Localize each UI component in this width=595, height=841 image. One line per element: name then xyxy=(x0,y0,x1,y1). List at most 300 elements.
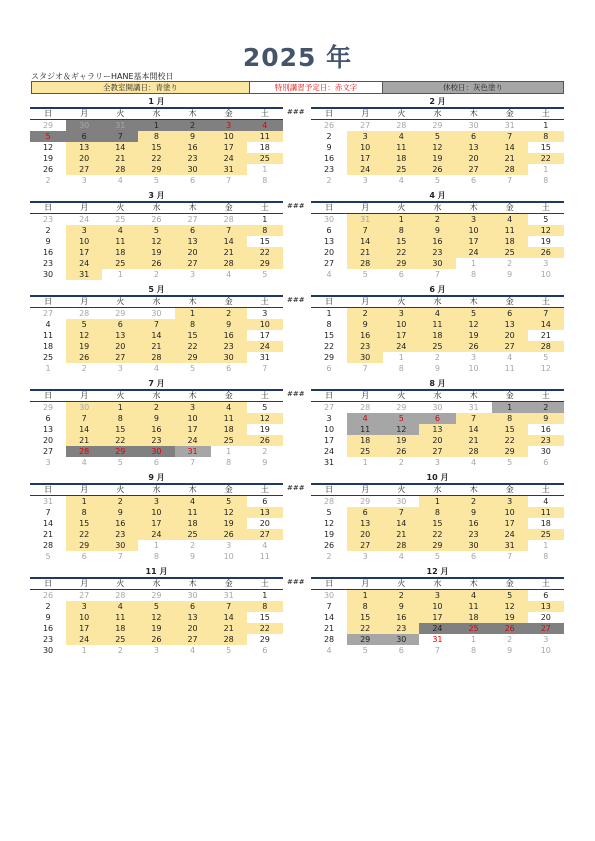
page-title: 2025 年 xyxy=(242,43,353,72)
day-cell: 25 xyxy=(102,258,138,269)
week-row xyxy=(311,612,564,623)
day-cell: 11 xyxy=(456,601,492,612)
day-cell: 7 xyxy=(456,413,492,424)
weekday-header xyxy=(30,203,283,214)
day-cell: 20 xyxy=(419,435,455,446)
weekday-label: 金 xyxy=(224,203,233,212)
day-cell: 9 xyxy=(175,131,211,142)
week-row xyxy=(30,236,283,247)
day-cell: 14 xyxy=(492,142,528,153)
day-cell: 5 xyxy=(362,270,368,279)
day-cell: 28 xyxy=(223,215,234,224)
week-row xyxy=(311,120,564,131)
day-cell: 23 xyxy=(419,247,455,258)
day-cell: 27 xyxy=(187,215,198,224)
day-cell: 29 xyxy=(419,540,455,551)
weekday-label: 金 xyxy=(224,485,233,494)
day-cell: 15 xyxy=(66,518,102,529)
day-cell: 31 xyxy=(66,269,102,280)
week-row xyxy=(30,645,283,656)
week-row xyxy=(30,341,283,352)
month-calendar xyxy=(311,97,564,186)
day-cell: 4 xyxy=(102,225,138,236)
day-cell: 5 xyxy=(190,364,196,373)
week-row xyxy=(311,645,564,656)
weekday-label: 日 xyxy=(325,391,334,400)
day-cell: 6 xyxy=(398,270,404,279)
day-cell: 30 xyxy=(138,446,174,457)
day-cell: 25 xyxy=(347,446,383,457)
day-cell: 13 xyxy=(347,518,383,529)
weekday-label: 日 xyxy=(44,485,53,494)
weekday-label: 月 xyxy=(361,579,370,588)
weekday-label: 月 xyxy=(80,109,89,118)
day-cell: 18 xyxy=(175,518,211,529)
day-cell: 20 xyxy=(175,623,211,634)
day-cell: 16 xyxy=(42,624,54,633)
week-row xyxy=(30,446,283,457)
day-cell: 2 xyxy=(398,458,404,467)
day-cell: 30 xyxy=(66,120,102,131)
day-cell: 3 xyxy=(347,131,383,142)
weekday-label: 火 xyxy=(116,297,125,306)
day-cell: 6 xyxy=(456,131,492,142)
day-cell: 8 xyxy=(326,320,332,329)
day-cell: 3 xyxy=(543,635,549,644)
day-cell: 18 xyxy=(419,330,455,341)
weekday-label: 月 xyxy=(361,391,370,400)
day-cell: 6 xyxy=(81,552,87,561)
day-cell: 27 xyxy=(360,121,371,130)
day-cell: 31 xyxy=(492,540,528,551)
day-cell: 6 xyxy=(262,646,268,655)
day-cell: 3 xyxy=(362,552,368,561)
day-cell: 14 xyxy=(323,613,335,622)
weekday-header xyxy=(311,391,564,402)
day-cell: 5 xyxy=(456,308,492,319)
day-cell: 3 xyxy=(66,225,102,236)
day-cell: 8 xyxy=(528,131,564,142)
day-cell: 10 xyxy=(540,646,551,655)
weekday-label: 金 xyxy=(224,297,233,306)
day-cell: 5 xyxy=(45,552,51,561)
day-cell: 5 xyxy=(138,225,174,236)
month-title: 8 月 xyxy=(311,379,564,391)
day-cell: 3 xyxy=(138,496,174,507)
day-cell: 5 xyxy=(362,646,368,655)
day-cell: 10 xyxy=(211,131,247,142)
weekday-label: 水 xyxy=(152,109,161,118)
weekday-header xyxy=(311,485,564,496)
month-title: 12 月 xyxy=(311,567,564,579)
day-cell: 3 xyxy=(492,496,528,507)
day-cell: 17 xyxy=(383,330,419,341)
overflow-hash-mark: ### xyxy=(287,578,305,586)
day-cell: 3 xyxy=(175,402,211,413)
day-cell: 14 xyxy=(138,330,174,341)
week-row xyxy=(311,446,564,457)
weekday-label: 火 xyxy=(116,485,125,494)
day-cell: 6 xyxy=(419,413,455,424)
day-cell: 30 xyxy=(419,258,455,269)
day-cell: 6 xyxy=(190,176,196,185)
day-cell: 6 xyxy=(347,507,383,518)
weekday-header xyxy=(311,297,564,308)
day-cell: 4 xyxy=(247,120,283,131)
day-cell: 14 xyxy=(456,424,492,435)
day-cell: 22 xyxy=(347,623,383,634)
day-cell: 31 xyxy=(175,446,211,457)
day-cell: 22 xyxy=(383,247,419,258)
month-title: 9 月 xyxy=(30,473,283,485)
day-cell: 28 xyxy=(492,164,528,175)
day-cell: 11 xyxy=(175,507,211,518)
day-cell: 16 xyxy=(383,612,419,623)
weekday-label: 日 xyxy=(325,203,334,212)
weekday-label: 月 xyxy=(361,297,370,306)
week-row xyxy=(311,225,564,236)
day-cell: 10 xyxy=(419,601,455,612)
day-cell: 2 xyxy=(347,308,383,319)
day-cell: 2 xyxy=(383,590,419,601)
day-cell: 2 xyxy=(419,214,455,225)
day-cell: 26 xyxy=(492,623,528,634)
month-calendar xyxy=(311,285,564,374)
day-cell: 4 xyxy=(153,364,159,373)
day-cell: 25 xyxy=(419,341,455,352)
day-cell: 6 xyxy=(262,497,268,506)
day-cell: 5 xyxy=(326,508,332,517)
day-cell: 9 xyxy=(347,319,383,330)
day-cell: 18 xyxy=(492,236,528,247)
day-cell: 29 xyxy=(115,309,126,318)
day-cell: 13 xyxy=(323,237,335,246)
day-cell: 9 xyxy=(507,270,513,279)
day-cell: 9 xyxy=(419,225,455,236)
day-cell: 28 xyxy=(383,540,419,551)
day-cell: 25 xyxy=(383,164,419,175)
week-row xyxy=(30,612,283,623)
week-row xyxy=(311,518,564,529)
weekday-label: 金 xyxy=(505,297,514,306)
day-cell: 12 xyxy=(419,142,455,153)
day-cell: 28 xyxy=(211,258,247,269)
day-cell: 20 xyxy=(42,436,54,445)
weekday-header xyxy=(30,485,283,496)
day-cell: 5 xyxy=(153,176,159,185)
legend-special-days: 特別講習予定日：赤文字 xyxy=(250,82,383,93)
day-cell: 12 xyxy=(528,225,564,236)
day-cell: 9 xyxy=(434,364,440,373)
week-row xyxy=(311,341,564,352)
day-cell: 6 xyxy=(153,458,159,467)
week-row xyxy=(311,540,564,551)
day-cell: 3 xyxy=(45,458,51,467)
weekday-label: 土 xyxy=(260,485,269,494)
day-cell: 11 xyxy=(492,225,528,236)
day-cell: 24 xyxy=(419,623,455,634)
day-cell: 27 xyxy=(79,591,90,600)
day-cell: 9 xyxy=(507,646,513,655)
weekday-label: 月 xyxy=(80,391,89,400)
day-cell: 30 xyxy=(347,352,383,363)
weekday-label: 日 xyxy=(325,109,334,118)
day-cell: 13 xyxy=(456,142,492,153)
day-cell: 20 xyxy=(456,153,492,164)
day-cell: 8 xyxy=(226,458,232,467)
week-row xyxy=(311,319,564,330)
week-row xyxy=(30,214,283,225)
day-cell: 4 xyxy=(398,552,404,561)
week-row xyxy=(311,601,564,612)
day-cell: 12 xyxy=(323,519,335,528)
week-row xyxy=(311,634,564,645)
day-cell: 4 xyxy=(117,176,123,185)
day-cell: 5 xyxy=(383,413,419,424)
day-cell: 24 xyxy=(66,258,102,269)
day-cell: 9 xyxy=(45,237,51,246)
day-cell: 30 xyxy=(396,497,407,506)
day-cell: 17 xyxy=(419,612,455,623)
day-cell: 22 xyxy=(528,153,564,164)
day-cell: 8 xyxy=(398,364,404,373)
week-row xyxy=(30,496,283,507)
week-row xyxy=(311,247,564,258)
week-row xyxy=(311,258,564,269)
weekday-label: 日 xyxy=(44,391,53,400)
week-row xyxy=(311,153,564,164)
day-cell: 28 xyxy=(211,634,247,645)
day-cell: 10 xyxy=(66,612,102,623)
weekday-label: 火 xyxy=(397,579,406,588)
day-cell: 24 xyxy=(247,341,283,352)
week-row xyxy=(30,551,283,562)
day-cell: 5 xyxy=(138,601,174,612)
week-row xyxy=(30,258,283,269)
day-cell: 20 xyxy=(347,529,383,540)
day-cell: 21 xyxy=(456,435,492,446)
day-cell: 1 xyxy=(398,353,404,362)
weekday-label: 木 xyxy=(188,109,197,118)
day-cell: 14 xyxy=(102,142,138,153)
month-title: 3 月 xyxy=(30,191,283,203)
day-cell: 1 xyxy=(419,496,455,507)
day-cell: 26 xyxy=(247,435,283,446)
day-cell: 28 xyxy=(79,309,90,318)
day-cell: 12 xyxy=(66,330,102,341)
day-cell: 3 xyxy=(543,259,549,268)
day-cell: 4 xyxy=(211,402,247,413)
weekday-label: 土 xyxy=(260,579,269,588)
day-cell: 22 xyxy=(138,153,174,164)
day-cell: 1 xyxy=(262,165,268,174)
day-cell: 24 xyxy=(79,215,90,224)
day-cell: 1 xyxy=(138,120,174,131)
day-cell: 1 xyxy=(262,591,268,600)
day-cell: 2 xyxy=(326,132,332,141)
day-cell: 18 xyxy=(42,342,54,351)
month-title: 5 月 xyxy=(30,285,283,297)
day-cell: 20 xyxy=(66,153,102,164)
day-cell: 4 xyxy=(507,353,513,362)
day-cell: 2 xyxy=(45,176,51,185)
day-cell: 17 xyxy=(211,142,247,153)
day-cell: 2 xyxy=(153,270,159,279)
day-cell: 17 xyxy=(259,331,270,340)
day-cell: 4 xyxy=(226,270,232,279)
day-cell: 7 xyxy=(326,602,332,611)
weekday-label: 木 xyxy=(469,109,478,118)
day-cell: 7 xyxy=(211,225,247,236)
day-cell: 29 xyxy=(323,353,335,362)
day-cell: 15 xyxy=(175,330,211,341)
weekday-label: 金 xyxy=(224,391,233,400)
weekday-label: 金 xyxy=(505,579,514,588)
weekday-label: 木 xyxy=(188,203,197,212)
week-row xyxy=(30,435,283,446)
weekday-label: 月 xyxy=(80,203,89,212)
day-cell: 25 xyxy=(456,623,492,634)
day-cell: 1 xyxy=(471,635,477,644)
day-cell: 6 xyxy=(398,646,404,655)
day-cell: 28 xyxy=(456,446,492,457)
day-cell: 6 xyxy=(175,225,211,236)
week-row xyxy=(311,435,564,446)
weekday-label: 土 xyxy=(260,203,269,212)
week-row xyxy=(311,424,564,435)
week-row xyxy=(30,225,283,236)
day-cell: 3 xyxy=(66,601,102,612)
weekday-label: 木 xyxy=(188,485,197,494)
weekday-label: 土 xyxy=(541,109,550,118)
month-title: 6 月 xyxy=(311,285,564,297)
day-cell: 1 xyxy=(543,165,549,174)
day-cell: 3 xyxy=(383,308,419,319)
day-cell: 4 xyxy=(81,458,87,467)
day-cell: 9 xyxy=(262,458,268,467)
day-cell: 17 xyxy=(492,518,528,529)
day-cell: 13 xyxy=(175,236,211,247)
day-cell: 5 xyxy=(262,270,268,279)
day-cell: 3 xyxy=(81,176,87,185)
day-cell: 14 xyxy=(66,424,102,435)
day-cell: 5 xyxy=(117,458,123,467)
day-cell: 15 xyxy=(323,331,335,340)
day-cell: 21 xyxy=(383,529,419,540)
day-cell: 12 xyxy=(456,319,492,330)
day-cell: 7 xyxy=(138,319,174,330)
day-cell: 4 xyxy=(175,496,211,507)
day-cell: 17 xyxy=(456,236,492,247)
month-calendar xyxy=(30,473,283,562)
weekday-label: 火 xyxy=(116,203,125,212)
day-cell: 30 xyxy=(456,540,492,551)
day-cell: 1 xyxy=(543,541,549,550)
weekday-header xyxy=(30,579,283,590)
day-cell: 29 xyxy=(259,635,270,644)
weekday-label: 日 xyxy=(44,203,53,212)
overflow-hash-mark: ### xyxy=(287,108,305,116)
month-calendar xyxy=(30,379,283,468)
day-cell: 30 xyxy=(66,402,102,413)
week-row xyxy=(311,142,564,153)
day-cell: 8 xyxy=(102,413,138,424)
day-cell: 6 xyxy=(471,176,477,185)
day-cell: 26 xyxy=(323,121,335,130)
day-cell: 19 xyxy=(492,612,528,623)
day-cell: 20 xyxy=(323,248,335,257)
day-cell: 28 xyxy=(360,403,371,412)
day-cell: 7 xyxy=(262,364,268,373)
month-calendar xyxy=(30,191,283,280)
day-cell: 23 xyxy=(528,435,564,446)
day-cell: 1 xyxy=(383,214,419,225)
weekday-label: 月 xyxy=(361,485,370,494)
week-row xyxy=(311,590,564,601)
weekday-label: 土 xyxy=(260,391,269,400)
day-cell: 16 xyxy=(211,330,247,341)
day-cell: 10 xyxy=(138,507,174,518)
day-cell: 10 xyxy=(247,319,283,330)
day-cell: 18 xyxy=(540,519,551,528)
day-cell: 8 xyxy=(471,646,477,655)
day-cell: 2 xyxy=(507,259,513,268)
day-cell: 13 xyxy=(492,319,528,330)
day-cell: 10 xyxy=(223,552,234,561)
weekday-label: 火 xyxy=(116,579,125,588)
day-cell: 3 xyxy=(190,270,196,279)
weekday-label: 木 xyxy=(188,579,197,588)
day-cell: 8 xyxy=(153,552,159,561)
day-cell: 9 xyxy=(383,601,419,612)
weekday-label: 日 xyxy=(325,579,334,588)
day-cell: 3 xyxy=(211,120,247,131)
day-cell: 2 xyxy=(45,226,51,235)
day-cell: 3 xyxy=(262,309,268,318)
day-cell: 30 xyxy=(211,352,247,363)
month-calendar xyxy=(311,379,564,468)
day-cell: 19 xyxy=(138,247,174,258)
weekday-label: 水 xyxy=(152,297,161,306)
day-cell: 27 xyxy=(323,259,335,268)
day-cell: 24 xyxy=(347,164,383,175)
day-cell: 11 xyxy=(42,331,54,340)
day-cell: 30 xyxy=(468,121,479,130)
weekday-label: 金 xyxy=(505,391,514,400)
week-row xyxy=(311,131,564,142)
day-cell: 29 xyxy=(138,164,174,175)
day-cell: 20 xyxy=(540,613,551,622)
day-cell: 22 xyxy=(323,342,335,351)
day-cell: 9 xyxy=(190,552,196,561)
day-cell: 26 xyxy=(138,258,174,269)
day-cell: 12 xyxy=(42,143,54,152)
day-cell: 6 xyxy=(492,308,528,319)
day-cell: 12 xyxy=(138,612,174,623)
weekday-header xyxy=(30,109,283,120)
day-cell: 19 xyxy=(259,425,270,434)
day-cell: 26 xyxy=(211,529,247,540)
week-row xyxy=(311,457,564,468)
day-cell: 21 xyxy=(347,247,383,258)
month-title: 10 月 xyxy=(311,473,564,485)
day-cell: 30 xyxy=(175,164,211,175)
weekday-label: 土 xyxy=(541,485,550,494)
day-cell: 28 xyxy=(102,164,138,175)
day-cell: 6 xyxy=(175,601,211,612)
day-cell: 29 xyxy=(102,446,138,457)
day-cell: 10 xyxy=(175,413,211,424)
